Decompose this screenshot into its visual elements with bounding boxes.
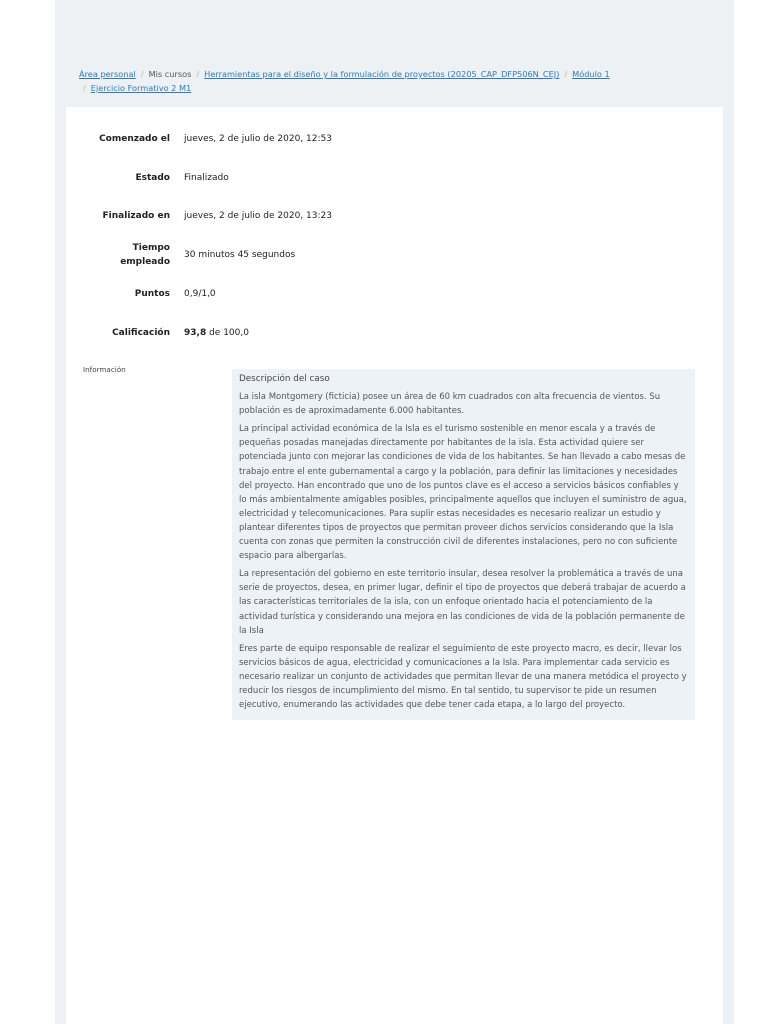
breadcrumb <box>79 67 639 95</box>
started-label: Comenzado el <box>99 134 170 144</box>
case-description-box <box>232 369 695 720</box>
finished-value: jueves, 2 de julio de 2020, 13:23 <box>184 211 332 221</box>
time-label-line-2: empleado <box>120 257 170 267</box>
grade-value: 93,8 <box>184 328 207 338</box>
breadcrumb-item-mis-cursos: Mis cursos <box>148 69 192 79</box>
case-paragraph-2: La principal actividad económica de la Isla es el turismo sostenible en menor escala y a través de pequeñas posadas manejadas directamente por habitantes de la isla. Esta actividad quiere ser potenciada junto con mejorar las condiciones de vida de los habitantes. Se han llevado a cabo mesas de trabajo entre el ente gubernamental a cargo y la población, para definir las limitaciones y necesidades del proyecto. Han encontrado que uno de los puntos clave es el acceso a servicios básicos confiables y lo más ambientalmente amigables posibles, principalmente aquellos que incluyen el suministro de agua, electricidad y telecomunicaciones. Para suplir estas necesidades es necesario realizar un estudio y plantear diferentes tipos de proyectos que permitan proveer dichos servicios considerando que la Isla cuenta con zonas que permiten la construcción civil de diferentes instalaciones, pero no con suficiente espacio para albergarlas. <box>239 424 687 562</box>
time-label-line-1: Tiempo <box>132 243 170 253</box>
breadcrumb-separator: / <box>196 69 200 79</box>
grade-suffix: de 100,0 <box>206 328 249 338</box>
grade-value-container <box>184 326 249 340</box>
information-label: Información <box>83 365 126 374</box>
breadcrumb-separator: / <box>83 83 86 93</box>
started-value: jueves, 2 de julio de 2020, 12:53 <box>184 134 332 144</box>
breadcrumb-item-area-personal[interactable]: Área personal <box>79 69 136 79</box>
points-label: Puntos <box>134 289 170 299</box>
time-label <box>70 241 170 269</box>
state-label: Estado <box>135 173 170 183</box>
breadcrumb-separator: / <box>140 69 144 79</box>
quiz-review-card <box>66 107 723 1024</box>
finished-label: Finalizado en <box>102 211 170 221</box>
points-value: 0,9/1,0 <box>184 289 216 299</box>
case-paragraph-3: La representación del gobierno en este territorio insular, desea resolver la problemática a través de una serie de proyectos, desea, en primer lugar, definir el tipo de proyectos que deberá trabajar de acuerdo a las características territoriales de la isla, con un enfoque orientado hacia el potenciamiento de la actividad turística y considerando una mejora en las condiciones de vida de la población permanente de la Isla <box>239 569 686 636</box>
grade-label: Calificación <box>112 328 170 338</box>
case-description-title: Descripción del caso <box>239 374 330 384</box>
case-paragraph-4: Eres parte de equipo responsable de realizar el seguimiento de este proyecto macro, es decir, llevar los servicios básicos de agua, electricidad y comunicaciones a la Isla. Para implementar cada servicio es necesario realizar un conjunto de actividades que permitan llevar de una manera metódica el proyecto y reducir los riesgos de incumplimiento del mismo. En tal sentido, tu supervisor te pide un resumen ejecutivo, enumerando las actividades que debe tener cada etapa, a lo largo del proyecto. <box>239 643 687 711</box>
breadcrumb-item-module[interactable]: Módulo 1 <box>572 69 610 79</box>
breadcrumb-item-exercise[interactable]: Ejercicio Formativo 2 M1 <box>90 83 192 93</box>
state-value: Finalizado <box>184 173 229 183</box>
case-paragraph-1: La isla Montgomery (ficticia) posee un área de 60 km cuadrados con alta frecuencia de vientos. Su población es de aproximadamente 6.000 habitantes. <box>239 392 661 417</box>
time-value: 30 minutos 45 segundos <box>184 250 296 260</box>
breadcrumb-item-course[interactable]: Herramientas para el diseño y la formulación de proyectos (20205_CAP_DFP506N_CEJ) <box>204 69 560 79</box>
breadcrumb-separator: / <box>564 69 568 79</box>
